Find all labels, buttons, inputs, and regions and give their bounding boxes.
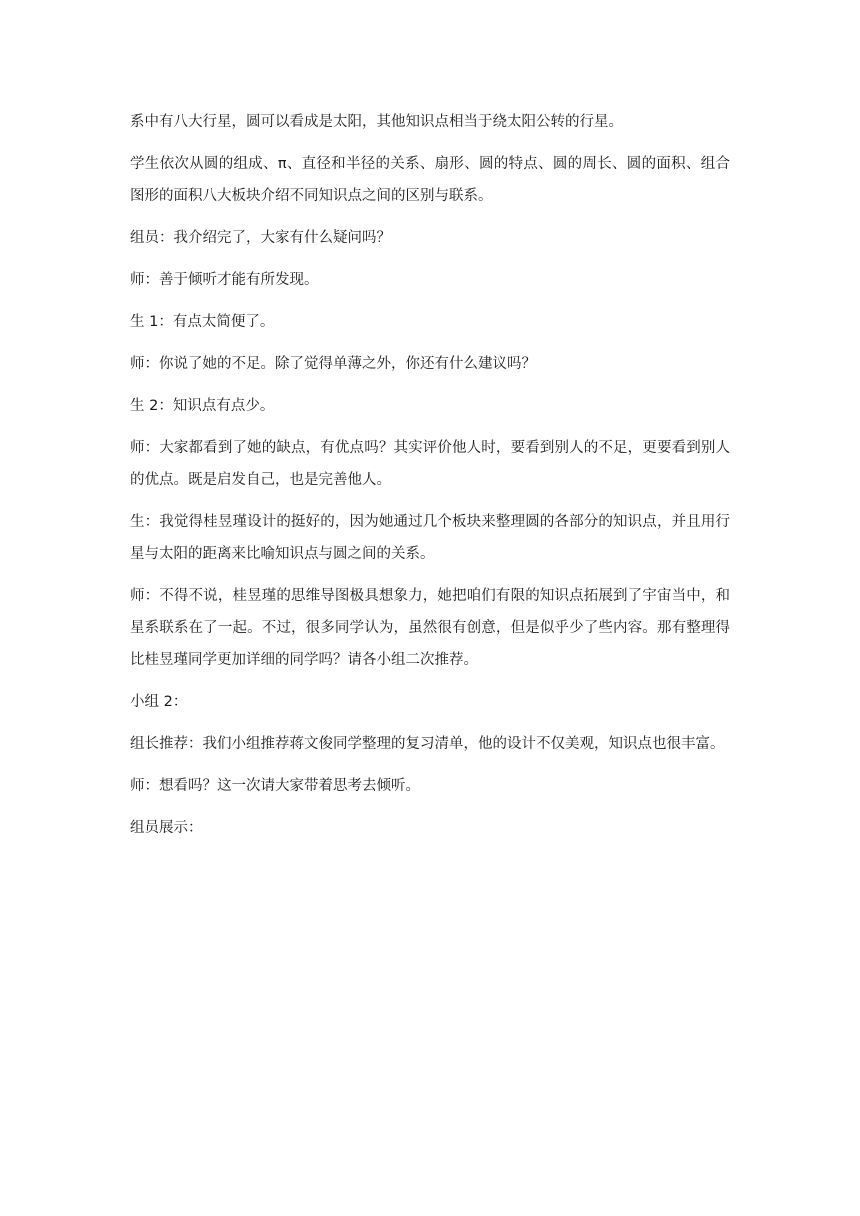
paragraph-teacher-imagination: 师：不得不说，桂昱瑾的思维导图极具想象力，她把咱们有限的知识点拓展到了宇宙当中，和星系联系在了一起。不过，很多同学认为，虽然很有创意，但是似乎少了些内容。那有整理得比桂昱瑾同学更加详细的同学吗？请各小组二次推荐。: [130, 588, 730, 668]
paragraph-leader-recommend: 组长推荐：我们小组推荐蒋文俊同学整理的复习清单，他的设计不仅美观，知识点也很丰富。: [130, 736, 725, 752]
paragraph-teacher-evaluate: 师：大家都看到了她的缺点，有优点吗？其实评价他人时，要看到别人的不足，更要看到别人的优点。既是启发自己，也是完善他人。: [130, 440, 730, 488]
paragraph-student-1: 生 1：有点太简便了。: [130, 314, 275, 330]
paragraph-group-2: 小组 2：: [130, 694, 188, 710]
paragraph-planet-metaphor: 系中有八大行星，圆可以看成是太阳，其他知识点相当于绕太阳公转的行星。: [130, 114, 623, 130]
paragraph-eight-sections: 学生依次从圆的组成、π、直径和半径的关系、扇形、圆的特点、圆的周长、圆的面积、组合图形的面积八大板块介绍不同知识点之间的区别与联系。: [130, 156, 730, 204]
paragraph-student-2: 生 2：知识点有点少。: [130, 398, 275, 414]
paragraph-student-praise: 生：我觉得桂昱瑾设计的挺好的，因为她通过几个板块来整理圆的各部分的知识点，并且用行星与太阳的距离来比喻知识点与圆之间的关系。: [130, 514, 730, 562]
paragraph-member-question: 组员：我介绍完了，大家有什么疑问吗？: [130, 230, 391, 246]
paragraph-teacher-suggestion: 师：你说了她的不足。除了觉得单薄之外，你还有什么建议吗？: [130, 356, 536, 372]
paragraph-teacher-listen: 师：善于倾听才能有所发现。: [130, 272, 319, 288]
document-body: [130, 106, 730, 854]
paragraph-member-show: 组员展示：: [130, 820, 203, 836]
paragraph-teacher-think: 师：想看吗？这一次请大家带着思考去倾听。: [130, 778, 420, 794]
